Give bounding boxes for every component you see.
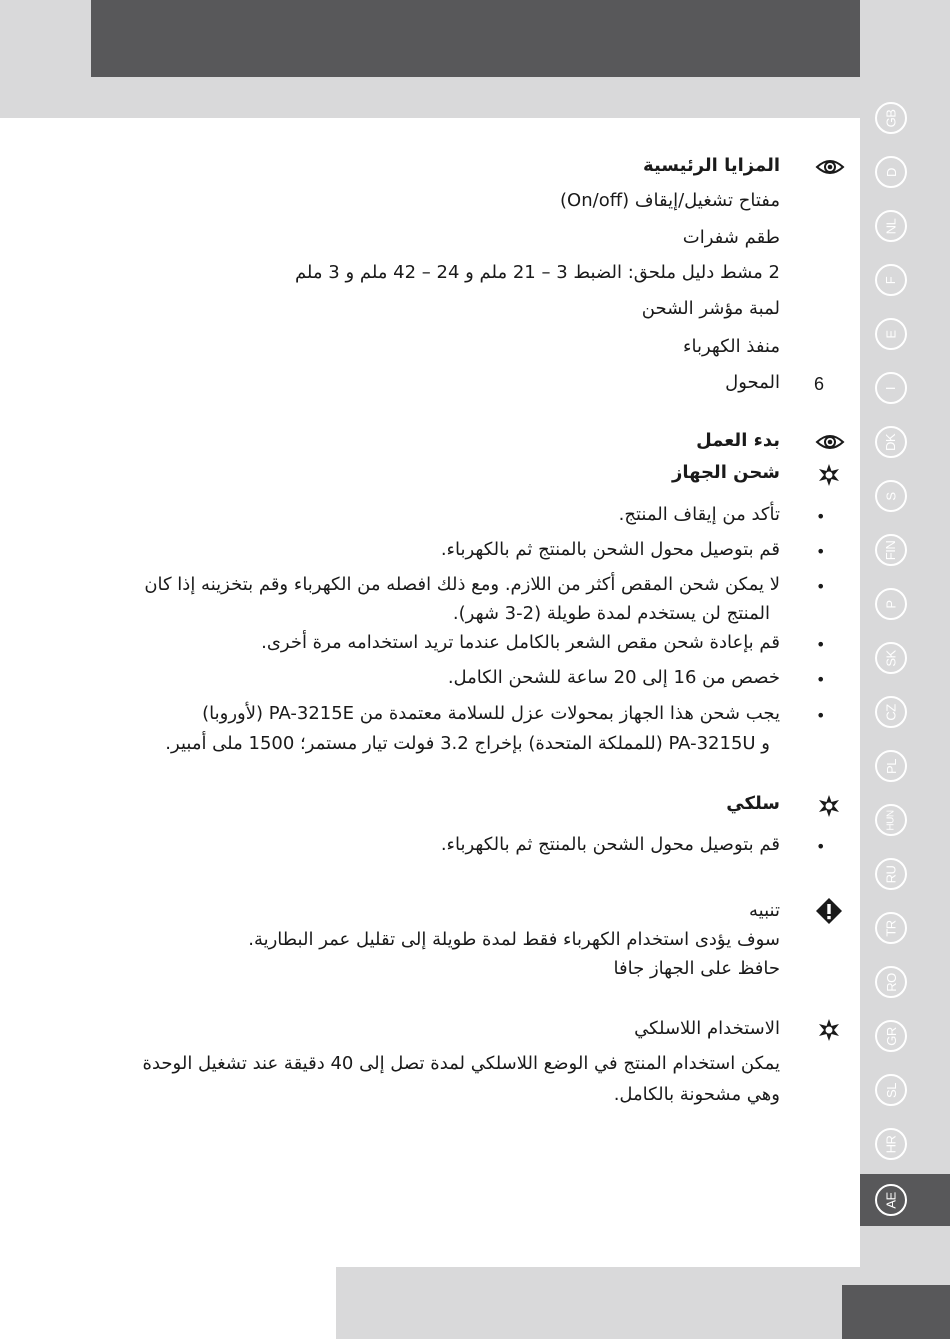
language-tab-hr[interactable]: HR — [875, 1128, 907, 1160]
bullet-dot: • — [816, 542, 826, 561]
bullet-dot: • — [816, 706, 826, 725]
star-icon — [818, 1019, 840, 1041]
language-tab-dk[interactable]: DK — [875, 426, 907, 458]
language-tab-i[interactable]: I — [875, 372, 907, 404]
language-tab-gb[interactable]: GB — [875, 102, 907, 134]
bullet-dot: • — [816, 670, 826, 689]
charging-bullet: يجب شحن هذا الجهاز بمحولات عزل للسلامة معتمدة من PA-3215E (لأوروبا) — [202, 703, 780, 724]
language-sidebar — [860, 118, 950, 1285]
cordless-heading: الاستخدام اللاسلكي — [634, 1018, 780, 1039]
eye-icon — [815, 157, 845, 177]
footer-dark-band — [842, 1285, 950, 1339]
warning-diamond-icon — [815, 897, 843, 925]
feature-item: 2 مشط دليل ملحق: الضبط 3 – 21 ملم و 24 – 42 ملم و 3 ملم — [294, 262, 780, 283]
language-tab-ro[interactable]: RO — [875, 966, 907, 998]
charging-bullet-continued: و PA-3215U (للمملكة المتحدة) بإخراج 3.2 فولت تيار مستمر؛ 1500 ملى أمبير. — [165, 733, 770, 754]
feature-item: لمبة مؤشر الشحن — [641, 298, 780, 319]
header-dark-band — [91, 0, 860, 77]
language-tab-tr[interactable]: TR — [875, 912, 907, 944]
language-tab-pl[interactable]: PL — [875, 750, 907, 782]
features-heading: المزايا الرئيسية — [643, 155, 780, 176]
feature-item: المحول — [725, 372, 780, 393]
language-tab-sk[interactable]: SK — [875, 642, 907, 674]
bullet-dot: • — [816, 635, 826, 654]
language-tab-sl[interactable]: SL — [875, 1074, 907, 1106]
feature-item: مفتاح تشغيل/إيقاف (On/off) — [560, 190, 780, 211]
charging-bullet: تأكد من إيقاف المنتج. — [618, 504, 780, 525]
corded-heading: سلكي — [726, 793, 780, 814]
language-tab-gr[interactable]: GR — [875, 1020, 907, 1052]
language-tab-fin[interactable]: FIN — [875, 534, 907, 566]
bullet-dot: • — [816, 837, 826, 856]
caution-heading: تنبيه — [749, 900, 780, 921]
star-icon — [818, 464, 840, 486]
feature-item: طقم شفرات — [682, 227, 780, 248]
bullet-dot: • — [816, 577, 826, 596]
feature-item: منفذ الكهرباء — [683, 336, 780, 357]
star-icon — [818, 795, 840, 817]
charging-bullet: خصص من 16 إلى 20 ساعة للشحن الكامل. — [447, 667, 780, 688]
language-tab-f[interactable]: F — [875, 264, 907, 296]
charging-bullet-continued: المنتج لن يستخدم لمدة طويلة (2-3 شهر). — [452, 603, 770, 624]
cordless-line: وهي مشحونة بالكامل. — [613, 1084, 780, 1105]
charging-bullet: قم بتوصيل محول الشحن بالمنتج ثم بالكهرباء. — [440, 539, 780, 560]
caution-line: حافظ على الجهاز جافا — [613, 958, 780, 979]
language-tab-ae[interactable]: AE — [875, 1184, 907, 1216]
getting-started-heading: بدء العمل — [696, 430, 780, 451]
charging-bullet: لا يمكن شحن المقص أكثر من اللازم. ومع ذلك افصله من الكهرباء وقم بتخزينه إذا كان — [144, 574, 780, 595]
caution-line: سوف يؤدى استخدام الكهرباء فقط لمدة طويلة إلى تقليل عمر البطارية. — [248, 929, 780, 950]
language-tab-hun[interactable]: HUN — [875, 804, 907, 836]
cordless-line: يمكن استخدام المنتج في الوضع اللاسلكي لمدة تصل إلى 40 دقيقة عند تشغيل الوحدة — [142, 1053, 780, 1074]
eye-icon — [815, 432, 845, 452]
charging-bullet: قم بإعادة شحن مقص الشعر بالكامل عندما تريد استخدامه مرة أخرى. — [261, 632, 780, 653]
charging-subheading: شحن الجهاز — [671, 462, 780, 483]
language-tab-s[interactable]: S — [875, 480, 907, 512]
language-tab-d[interactable]: D — [875, 156, 907, 188]
language-tab-p[interactable]: P — [875, 588, 907, 620]
bullet-dot: • — [816, 507, 826, 526]
language-tab-ru[interactable]: RU — [875, 858, 907, 890]
language-tab-cz[interactable]: CZ — [875, 696, 907, 728]
feature-number: 6 — [814, 374, 825, 394]
language-tab-nl[interactable]: NL — [875, 210, 907, 242]
corded-bullet: قم بتوصيل محول الشحن بالمنتج ثم بالكهرباء. — [440, 834, 780, 855]
language-tab-e[interactable]: E — [875, 318, 907, 350]
